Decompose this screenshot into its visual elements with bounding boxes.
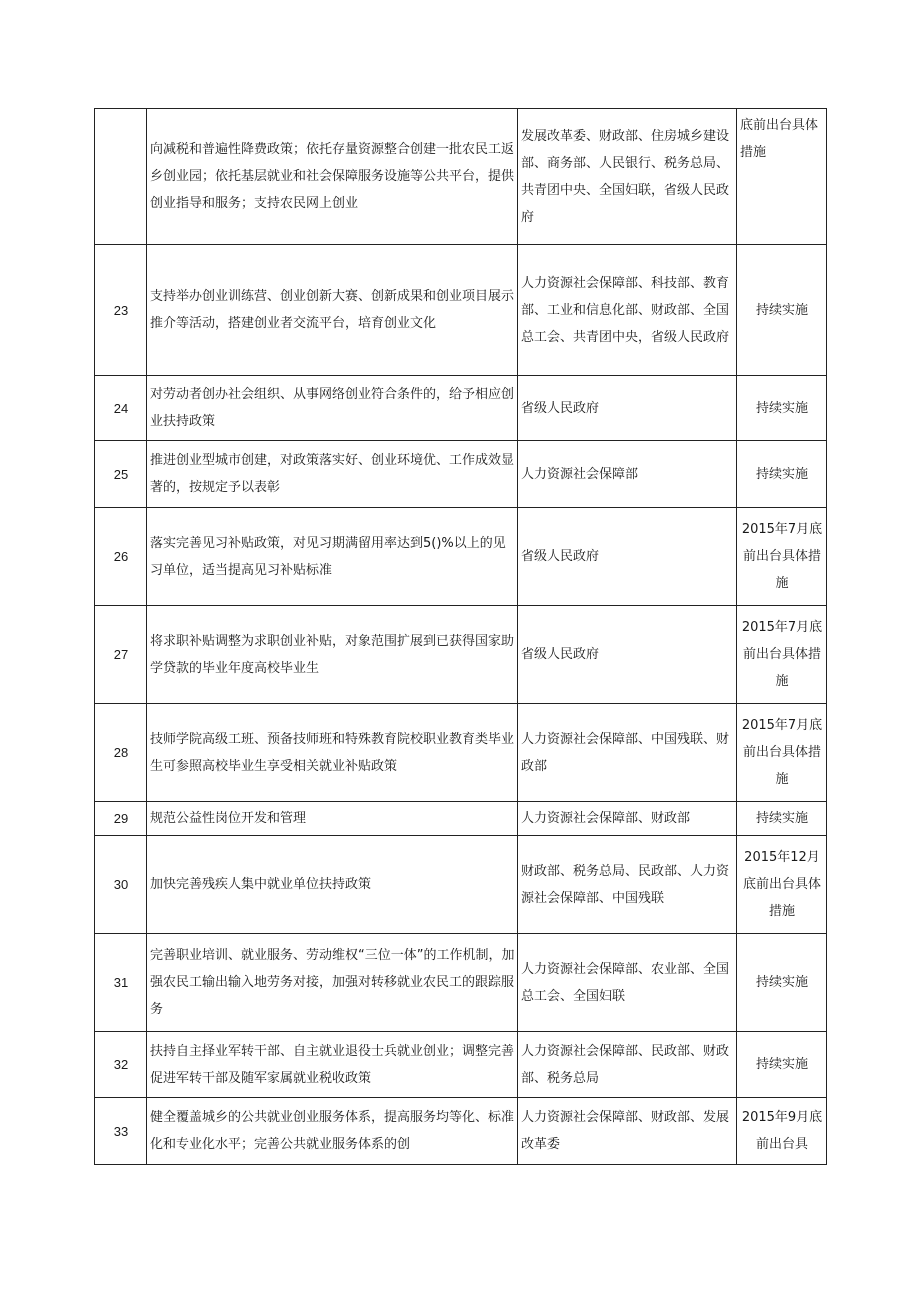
table-row (95, 245, 827, 376)
table-row (95, 508, 827, 606)
table-row (95, 109, 827, 245)
row-number: 32 (95, 1032, 147, 1098)
table-row (95, 836, 827, 934)
policy-measure: 扶持自主择业军转干部、自主就业退役士兵就业创业；调整完善促进军转干部及随军家属就业税收政策 (147, 1032, 518, 1098)
row-number: 25 (95, 441, 147, 508)
policy-measure: 完善职业培训、就业服务、劳动维权“三位一体”的工作机制，加强农民工输出输入地劳务对接，加强对转移就业农民工的跟踪服务 (147, 934, 518, 1032)
responsible-departments: 省级人民政府 (518, 508, 737, 606)
table-row (95, 441, 827, 508)
deadline: 持续实施 (737, 802, 827, 836)
table-row (95, 934, 827, 1032)
table-row (95, 606, 827, 704)
responsible-departments: 人力资源社会保障部 (518, 441, 737, 508)
table-row (95, 704, 827, 802)
deadline: 2015年7月底前出台具体措施 (737, 606, 827, 704)
row-number: 26 (95, 508, 147, 606)
table-row (95, 376, 827, 441)
deadline: 2015年7月底前出台具体措施 (737, 704, 827, 802)
policy-measure: 推进创业型城市创建，对政策落实好、创业环境优、工作成效显著的，按规定予以表彰 (147, 441, 518, 508)
row-number: 30 (95, 836, 147, 934)
responsible-departments: 人力资源社会保障部、中国残联、财政部 (518, 704, 737, 802)
row-number: 24 (95, 376, 147, 441)
responsible-departments: 省级人民政府 (518, 376, 737, 441)
responsible-departments: 省级人民政府 (518, 606, 737, 704)
deadline: 2015年7月底前出台具体措施 (737, 508, 827, 606)
policy-measure: 技师学院高级工班、预备技师班和特殊教育院校职业教育类毕业生可参照高校毕业生享受相关就业补贴政策 (147, 704, 518, 802)
policy-measure: 规范公益性岗位开发和管理 (147, 802, 518, 836)
deadline: 持续实施 (737, 934, 827, 1032)
responsible-departments: 人力资源社会保障部、农业部、全国总工会、全国妇联 (518, 934, 737, 1032)
row-number: 28 (95, 704, 147, 802)
deadline: 持续实施 (737, 441, 827, 508)
row-number: 29 (95, 802, 147, 836)
policy-measure: 将求职补贴调整为求职创业补贴，对象范围扩展到已获得国家助学贷款的毕业年度高校毕业生 (147, 606, 518, 704)
row-number: 27 (95, 606, 147, 704)
policy-measure: 健全覆盖城乡的公共就业创业服务体系，提高服务均等化、标准化和专业化水平；完善公共就业服务体系的创 (147, 1098, 518, 1165)
policy-measure: 加快完善残疾人集中就业单位扶持政策 (147, 836, 518, 934)
deadline: 持续实施 (737, 1032, 827, 1098)
table-row (95, 802, 827, 836)
table-row (95, 1098, 827, 1165)
deadline: 持续实施 (737, 245, 827, 376)
responsible-departments: 人力资源社会保障部、财政部 (518, 802, 737, 836)
deadline: 持续实施 (737, 376, 827, 441)
row-number: 31 (95, 934, 147, 1032)
row-number (95, 109, 147, 245)
policy-measure: 落实完善见习补贴政策，对见习期满留用率达到5()%以上的见习单位，适当提高见习补贴标准 (147, 508, 518, 606)
policy-measure: 向减税和普遍性降费政策；依托存量资源整合创建一批农民工返乡创业园；依托基层就业和社会保障服务设施等公共平台，提供创业指导和服务；支持农民网上创业 (147, 109, 518, 245)
responsible-departments: 人力资源社会保障部、财政部、发展改革委 (518, 1098, 737, 1165)
deadline: 2015年9月底前出台具 (737, 1098, 827, 1165)
responsible-departments: 人力资源社会保障部、民政部、财政部、税务总局 (518, 1032, 737, 1098)
responsible-departments: 发展改革委、财政部、住房城乡建设部、商务部、人民银行、税务总局、共青团中央、全国妇联，省级人民政府 (518, 109, 737, 245)
policy-measure: 支持举办创业训练营、创业创新大赛、创新成果和创业项目展示推介等活动，搭建创业者交流平台，培育创业文化 (147, 245, 518, 376)
deadline: 底前出台具体措施 (737, 109, 827, 245)
policy-measure: 对劳动者创办社会组织、从事网络创业符合条件的，给予相应创业扶持政策 (147, 376, 518, 441)
deadline: 2015年12月底前出台具体措施 (737, 836, 827, 934)
responsible-departments: 财政部、税务总局、民政部、人力资源社会保障部、中国残联 (518, 836, 737, 934)
policy-table (94, 108, 827, 1165)
row-number: 33 (95, 1098, 147, 1165)
responsible-departments: 人力资源社会保障部、科技部、教育部、工业和信息化部、财政部、全国总工会、共青团中央，省级人民政府 (518, 245, 737, 376)
table-row (95, 1032, 827, 1098)
row-number: 23 (95, 245, 147, 376)
